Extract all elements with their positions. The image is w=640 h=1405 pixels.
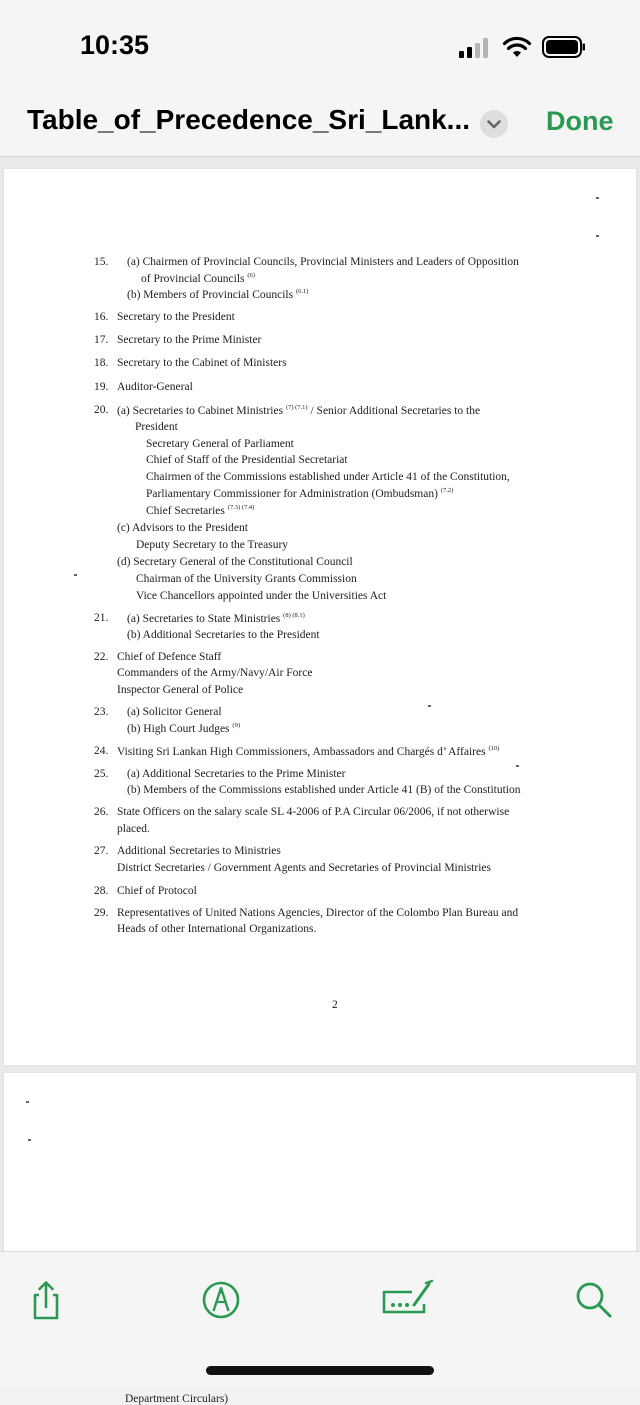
document-text-line (117, 334, 261, 346)
page-number: 2 (332, 999, 338, 1011)
status-time: 10:35 (80, 30, 150, 60)
text-run: Secretary to the President (117, 311, 235, 323)
item-number: 15. (94, 256, 109, 268)
text-run: (b) Additional Secretaries to the President (127, 629, 320, 641)
text-run: Secretary to the Prime Minister (117, 334, 262, 346)
text-run: Commanders of the Army/Navy/Air Force (117, 667, 313, 679)
document-text-line (127, 784, 521, 796)
text-run: (b) High Court Judges (127, 722, 233, 735)
document-text-line (117, 862, 491, 874)
item-number: 25. (94, 768, 109, 780)
text-run: (b) Members of the Commissions established under Article 41 (B) of the Constitution (127, 784, 521, 796)
text-run: Inspector General of Police (117, 684, 244, 696)
document-text-line (127, 256, 519, 268)
document-text-line (117, 357, 287, 369)
title-menu-button[interactable] (480, 110, 508, 138)
footnote-reference: (7.3) (7.4) (227, 504, 255, 511)
document-text-line (125, 1393, 228, 1405)
document-text-line (146, 487, 453, 500)
item-number: 27. (94, 845, 109, 857)
document-text-line (146, 471, 510, 483)
item-number: 17. (94, 334, 109, 346)
footnote-reference: (6) (247, 272, 255, 279)
document-text-line (117, 381, 193, 393)
footnote-reference: (10) (488, 745, 500, 752)
scan-speck (428, 705, 431, 707)
text-run: (c) Advisors to the President (117, 522, 248, 534)
text-run: Auditor-General (117, 381, 193, 393)
status-bar (0, 0, 640, 90)
document-text-line (127, 612, 305, 625)
document-page-1 (4, 169, 636, 1065)
share-button[interactable] (24, 1278, 68, 1322)
document-nav-bar (0, 90, 640, 157)
document-text-line (135, 421, 178, 433)
document-text-line (127, 288, 308, 301)
bottom-toolbar (0, 1251, 640, 1388)
document-text-line (127, 706, 222, 718)
document-text-line (117, 684, 243, 696)
scan-speck (26, 1101, 29, 1103)
item-number: 21. (94, 612, 109, 624)
document-text-line (117, 745, 499, 758)
document-text-line (136, 539, 288, 551)
wifi-icon (503, 36, 531, 58)
text-run: President (135, 421, 178, 433)
text-run: of Provincial Councils (141, 272, 248, 285)
document-text-line (146, 438, 294, 450)
text-run: Heads of other International Organizations. (117, 923, 317, 935)
document-text-line (127, 629, 320, 641)
text-run: State Officers on the salary scale SL 4-2006 of P.A Circular 06/2006, if not otherwise (117, 806, 510, 818)
text-run: (a) Secretaries to State Ministries (127, 612, 284, 625)
text-run: (a) Chairmen of Provincial Councils, Provincial Ministers and Leaders of Opposition (127, 256, 519, 268)
text-run: Representatives of United Nations Agencies, Director of the Colombo Plan Bureau and (117, 907, 519, 919)
chevron-down-icon (480, 110, 508, 138)
text-run: Chairmen of the Commissions established under Article 41 of the Constitution, (146, 471, 510, 483)
document-text-line (117, 885, 197, 897)
document-text-line (141, 272, 255, 285)
text-run: Chairman of the University Grants Commission (136, 573, 357, 585)
search-button[interactable] (572, 1278, 616, 1322)
item-number: 20. (94, 404, 109, 416)
footnote-reference: (6.1) (295, 288, 309, 295)
text-run: Additional Secretaries to Ministries (117, 845, 281, 857)
document-text-line (117, 806, 509, 818)
text-run: Vice Chancellors appointed under the Universities Act (136, 590, 387, 602)
footnote-reference: (8) (8.1) (283, 612, 305, 619)
scan-speck (596, 197, 599, 199)
scan-speck (28, 1139, 31, 1141)
text-run: (a) Additional Secretaries to the Prime Minister (127, 768, 346, 780)
text-run: Secretary General of Parliament (146, 438, 294, 450)
home-indicator (206, 1366, 434, 1375)
text-run: (a) Solicitor General (127, 706, 222, 718)
share-icon (24, 1278, 68, 1322)
footnote-reference: (7) (7.1) (285, 404, 308, 411)
document-text-line (136, 590, 386, 602)
done-button[interactable]: Done (546, 106, 614, 136)
text-run: Chief Secretaries (146, 504, 228, 517)
item-number: 29. (94, 907, 109, 919)
markup-pen-icon (199, 1278, 243, 1322)
document-text-line (146, 504, 254, 517)
document-text-line (117, 923, 316, 935)
item-number: 28. (94, 885, 109, 897)
scan-speck (516, 765, 519, 767)
text-run: Department Circulars) (125, 1393, 229, 1405)
footnote-reference: (7.2) (440, 487, 454, 494)
item-number: 24. (94, 745, 109, 757)
text-run: (a) Secretaries to Cabinet Ministries (117, 404, 286, 417)
item-number: 26. (94, 806, 109, 818)
cellular-signal-icon (459, 38, 491, 58)
item-number: 19. (94, 381, 109, 393)
text-run: District Secretaries / Government Agents and Secretaries of Provincial Ministries (117, 862, 491, 874)
document-title: Table_of_Precedence_Sri_Lank... (27, 104, 471, 135)
document-text-line (146, 454, 348, 466)
document-text-line (117, 907, 518, 919)
document-text-line (136, 573, 357, 585)
document-text-line (117, 522, 248, 534)
scan-speck (74, 574, 77, 576)
signature-button[interactable] (380, 1278, 436, 1322)
document-viewer[interactable] (0, 157, 640, 1405)
footnote-reference: (9) (232, 722, 241, 729)
battery-icon (542, 36, 586, 58)
markup-button[interactable] (199, 1278, 243, 1322)
text-run: Visiting Sri Lankan High Commissioners, Ambassadors and Chargés d’ Affaires (117, 745, 489, 758)
text-run: placed. (117, 823, 150, 835)
document-text-line (127, 722, 240, 735)
text-run: Chief of Staff of the Presidential Secretariat (146, 454, 348, 466)
document-text-line (127, 768, 345, 780)
text-run: (d) Secretary General of the Constitutional Council (117, 556, 353, 568)
item-number: 22. (94, 651, 109, 663)
document-text-line (117, 823, 150, 835)
document-text-line (117, 311, 235, 323)
document-text-line (117, 845, 281, 857)
text-run: (b) Members of Provincial Councils (127, 288, 296, 301)
text-run: Deputy Secretary to the Treasury (136, 539, 289, 551)
text-run: Chief of Protocol (117, 885, 197, 897)
document-text-line (117, 667, 312, 679)
text-run: Chief of Defence Staff (117, 651, 222, 663)
search-icon (572, 1278, 616, 1322)
scan-speck (596, 235, 599, 237)
item-number: 16. (94, 311, 109, 323)
signature-icon (380, 1278, 436, 1322)
document-text-line (117, 404, 480, 417)
text-run: Parliamentary Commissioner for Administration (Ombudsman) (146, 487, 441, 500)
text-run: / Senior Additional Secretaries to the (307, 404, 481, 417)
text-run: Secretary to the Cabinet of Ministers (117, 357, 287, 369)
item-number: 23. (94, 706, 109, 718)
item-number: 18. (94, 357, 109, 369)
document-text-line (117, 651, 221, 663)
document-page-2 (4, 1073, 636, 1405)
document-text-line (117, 556, 353, 568)
